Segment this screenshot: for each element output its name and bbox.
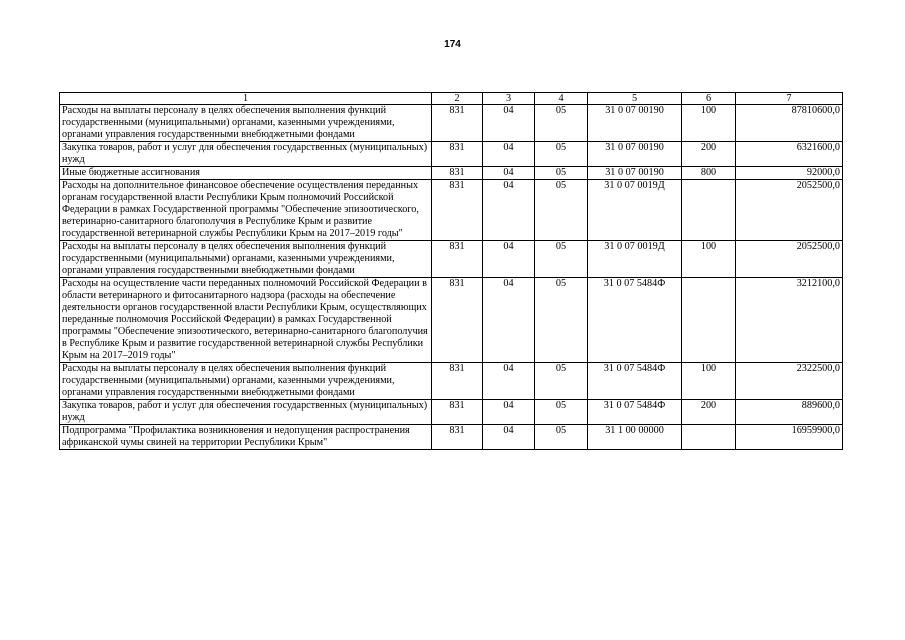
row-expense-type: 100 [682,363,736,400]
row-subsection: 05 [535,105,588,142]
row-description: Закупка товаров, работ и услуг для обеспечения государственных (муниципальных) нужд [60,400,432,425]
table-row [60,105,843,142]
row-description: Расходы на дополнительное финансовое обеспечение осуществления переданных органам государственной власти Республики Крым полномочий Российской Федерации в рамках Государственной программы "Обеспечение эпизоотического, ветеринарно-санитарного благополучия в Республике Крым и развитие государственной ветеринарной службы Республики Крым на 2017–2019 годы" [60,180,432,241]
column-header: 7 [736,93,843,105]
table-header-row [60,93,843,105]
row-expense-type: 100 [682,241,736,278]
row-subsection: 05 [535,180,588,241]
row-expense-type: 200 [682,142,736,167]
table-row [60,363,843,400]
table-row [60,180,843,241]
page-number: 174 [444,39,461,50]
row-ministry-code: 831 [432,105,483,142]
row-amount: 2052500,0 [736,241,843,278]
column-header: 5 [588,93,682,105]
row-section: 04 [483,105,535,142]
row-target-article: 31 0 07 00190 [588,167,682,180]
row-section: 04 [483,167,535,180]
row-amount: 3212100,0 [736,278,843,363]
row-ministry-code: 831 [432,278,483,363]
row-expense-type [682,180,736,241]
row-expense-type [682,278,736,363]
row-amount: 87810600,0 [736,105,843,142]
row-section: 04 [483,142,535,167]
row-section: 04 [483,400,535,425]
row-target-article: 31 0 07 5484Ф [588,363,682,400]
row-expense-type [682,425,736,450]
row-description: Расходы на выплаты персоналу в целях обеспечения выполнения функций государственными (муниципальными) органами, казенными учреждениями, органами управления государственными внебюджетными фондами [60,105,432,142]
table-row [60,400,843,425]
row-subsection: 05 [535,363,588,400]
row-description: Иные бюджетные ассигнования [60,167,432,180]
row-section: 04 [483,241,535,278]
row-expense-type: 800 [682,167,736,180]
table-row [60,142,843,167]
row-ministry-code: 831 [432,241,483,278]
row-ministry-code: 831 [432,363,483,400]
row-amount: 6321600,0 [736,142,843,167]
row-expense-type: 100 [682,105,736,142]
row-target-article: 31 0 07 00190 [588,105,682,142]
row-description: Расходы на выплаты персоналу в целях обеспечения выполнения функций государственными (муниципальными) органами, казенными учреждениями, органами управления государственными внебюджетными фондами [60,241,432,278]
row-target-article: 31 0 07 5484Ф [588,278,682,363]
table-row [60,425,843,450]
row-ministry-code: 831 [432,180,483,241]
row-target-article: 31 1 00 00000 [588,425,682,450]
row-expense-type: 200 [682,400,736,425]
row-amount: 2322500,0 [736,363,843,400]
column-header: 6 [682,93,736,105]
row-amount: 16959900,0 [736,425,843,450]
row-amount: 889600,0 [736,400,843,425]
table-row [60,278,843,363]
row-ministry-code: 831 [432,425,483,450]
budget-table [59,92,843,450]
table-row [60,241,843,278]
row-amount: 92000,0 [736,167,843,180]
row-section: 04 [483,425,535,450]
row-target-article: 31 0 07 0019Д [588,180,682,241]
row-subsection: 05 [535,278,588,363]
column-header: 3 [483,93,535,105]
row-ministry-code: 831 [432,400,483,425]
row-description: Расходы на выплаты персоналу в целях обеспечения выполнения функций государственными (муниципальными) органами, казенными учреждениями, органами управления государственными внебюджетными фондами [60,363,432,400]
row-description: Расходы на осуществление части переданных полномочий Российской Федерации в области ветеринарного и фитосанитарного надзора (расходы на обеспечение деятельности органов государственной власти Республики Крым, осуществляющих переданные полномочия Российской Федерации) в рамках Государственной программы "Обеспечение эпизоотического, ветеринарно-санитарного благополучия в Республике Крым и развитие государственной ветеринарной службы Республики Крым на 2017–2019 годы" [60,278,432,363]
table-row [60,167,843,180]
column-header: 1 [60,93,432,105]
row-subsection: 05 [535,400,588,425]
row-section: 04 [483,278,535,363]
row-description: Подпрограмма "Профилактика возникновения и недопущения распространения африканской чумы свиней на территории Республики Крым" [60,425,432,450]
row-target-article: 31 0 07 00190 [588,142,682,167]
row-section: 04 [483,363,535,400]
row-description: Закупка товаров, работ и услуг для обеспечения государственных (муниципальных) нужд [60,142,432,167]
row-subsection: 05 [535,167,588,180]
row-subsection: 05 [535,241,588,278]
row-target-article: 31 0 07 5484Ф [588,400,682,425]
row-subsection: 05 [535,425,588,450]
column-header: 2 [432,93,483,105]
row-subsection: 05 [535,142,588,167]
row-target-article: 31 0 07 0019Д [588,241,682,278]
row-ministry-code: 831 [432,142,483,167]
column-header: 4 [535,93,588,105]
row-section: 04 [483,180,535,241]
row-ministry-code: 831 [432,167,483,180]
row-amount: 2052500,0 [736,180,843,241]
